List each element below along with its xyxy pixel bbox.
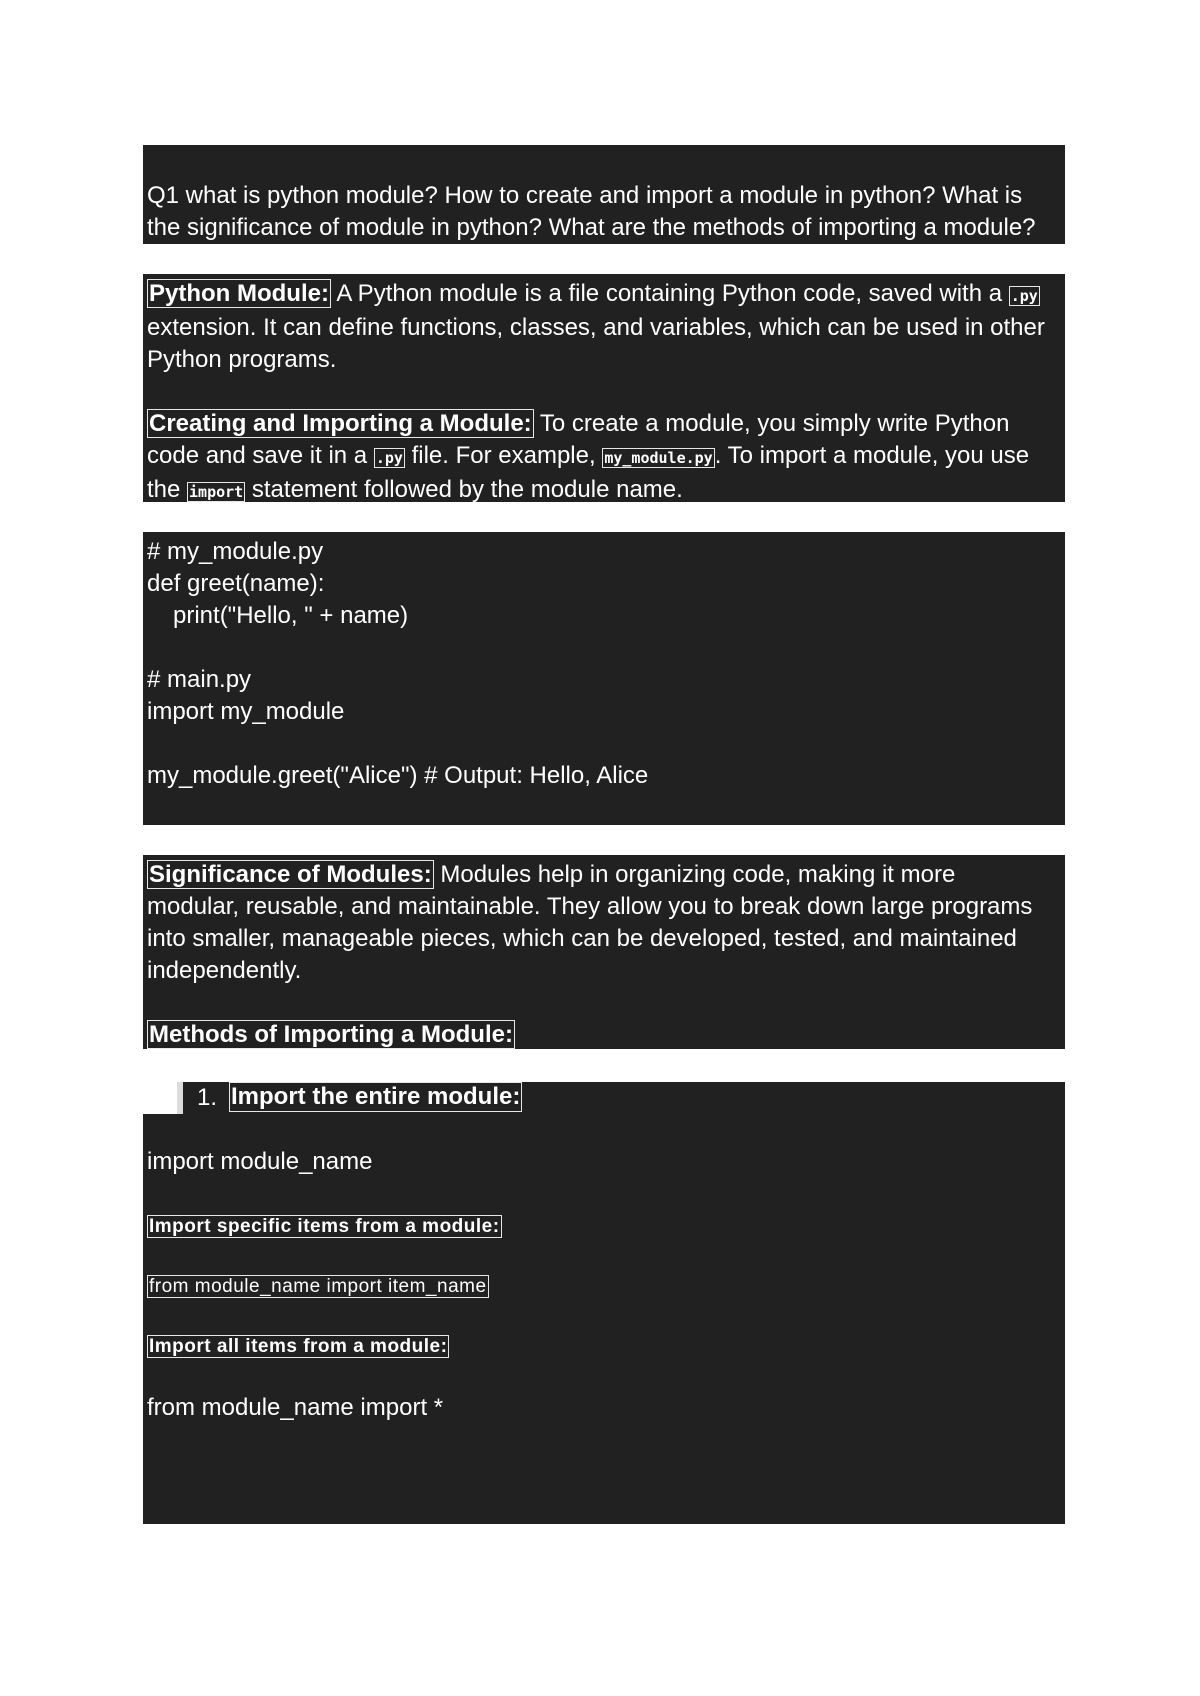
question-line-1: Q1 what is python module? How to create and import a module in python? What is bbox=[147, 182, 1023, 209]
import-specific-code: from module_name import item_name bbox=[149, 1276, 487, 1297]
import-entire-heading: Import the entire module: bbox=[231, 1083, 521, 1110]
code-line: # my_module.py bbox=[147, 538, 324, 565]
python-module-line-3: Python programs. bbox=[147, 346, 337, 373]
py-extension-code: .py bbox=[375, 449, 403, 467]
import-specific-line bbox=[147, 1212, 502, 1240]
creating-heading: Creating and Importing a Module: bbox=[149, 410, 532, 437]
creating-line-3: the import statement followed by the module name. bbox=[147, 476, 683, 503]
import-all-line bbox=[147, 1332, 449, 1360]
import-entire-code: import module_name bbox=[147, 1148, 373, 1175]
methods-heading: Methods of Importing a Module: bbox=[149, 1021, 513, 1048]
significance-line-1: Significance of Modules: Modules help in organizing code, making it more bbox=[149, 861, 956, 888]
python-module-line-1: Python Module: A Python module is a file containing Python code, saved with a .py bbox=[149, 280, 1038, 307]
list-item-header bbox=[143, 1082, 1065, 1114]
filename-code: my_module.py bbox=[604, 449, 713, 467]
import-specific-heading: Import specific items from a module: bbox=[149, 1216, 500, 1237]
significance-line-4: independently. bbox=[147, 957, 302, 984]
significance-block bbox=[143, 855, 1065, 1049]
methods-block bbox=[143, 1082, 1065, 1524]
significance-line-3: into smaller, manageable pieces, which can be developed, tested, and maintained bbox=[147, 925, 1017, 952]
code-line: # main.py bbox=[147, 666, 252, 693]
python-module-heading: Python Module: bbox=[149, 280, 329, 307]
creating-line-1: Creating and Importing a Module: To create a module, you simply write Python bbox=[149, 410, 1010, 437]
significance-line-2: modular, reusable, and maintainable. They allow you to break down large programs bbox=[147, 893, 1033, 920]
code-line: print("Hello, " + name) bbox=[173, 602, 409, 629]
import-keyword-code: import bbox=[189, 483, 244, 501]
list-item-number: 1. bbox=[196, 1084, 217, 1111]
creating-line-2: code and save it in a .py file. For example, my_module.py. To import a module, you use bbox=[147, 442, 1030, 469]
import-all-heading: Import all items from a module: bbox=[149, 1336, 448, 1357]
import-all-code: from module_name import * bbox=[147, 1394, 444, 1421]
import-specific-code-line bbox=[147, 1272, 489, 1300]
question-block bbox=[143, 145, 1065, 244]
code-line: def greet(name): bbox=[147, 570, 325, 597]
question-line-2: the significance of module in python? What are the methods of importing a module? bbox=[147, 214, 1036, 241]
python-module-line-2: extension. It can define functions, classes, and variables, which can be used in other bbox=[147, 314, 1045, 341]
methods-heading-line bbox=[147, 1019, 1065, 1051]
module-definition-block bbox=[143, 274, 1065, 502]
code-line: my_module.greet("Alice") # Output: Hello, Alice bbox=[147, 762, 649, 789]
significance-heading: Significance of Modules: bbox=[149, 861, 432, 888]
code-example-block bbox=[143, 532, 1065, 825]
code-line: import my_module bbox=[147, 698, 345, 725]
py-extension-code: .py bbox=[1010, 287, 1038, 305]
